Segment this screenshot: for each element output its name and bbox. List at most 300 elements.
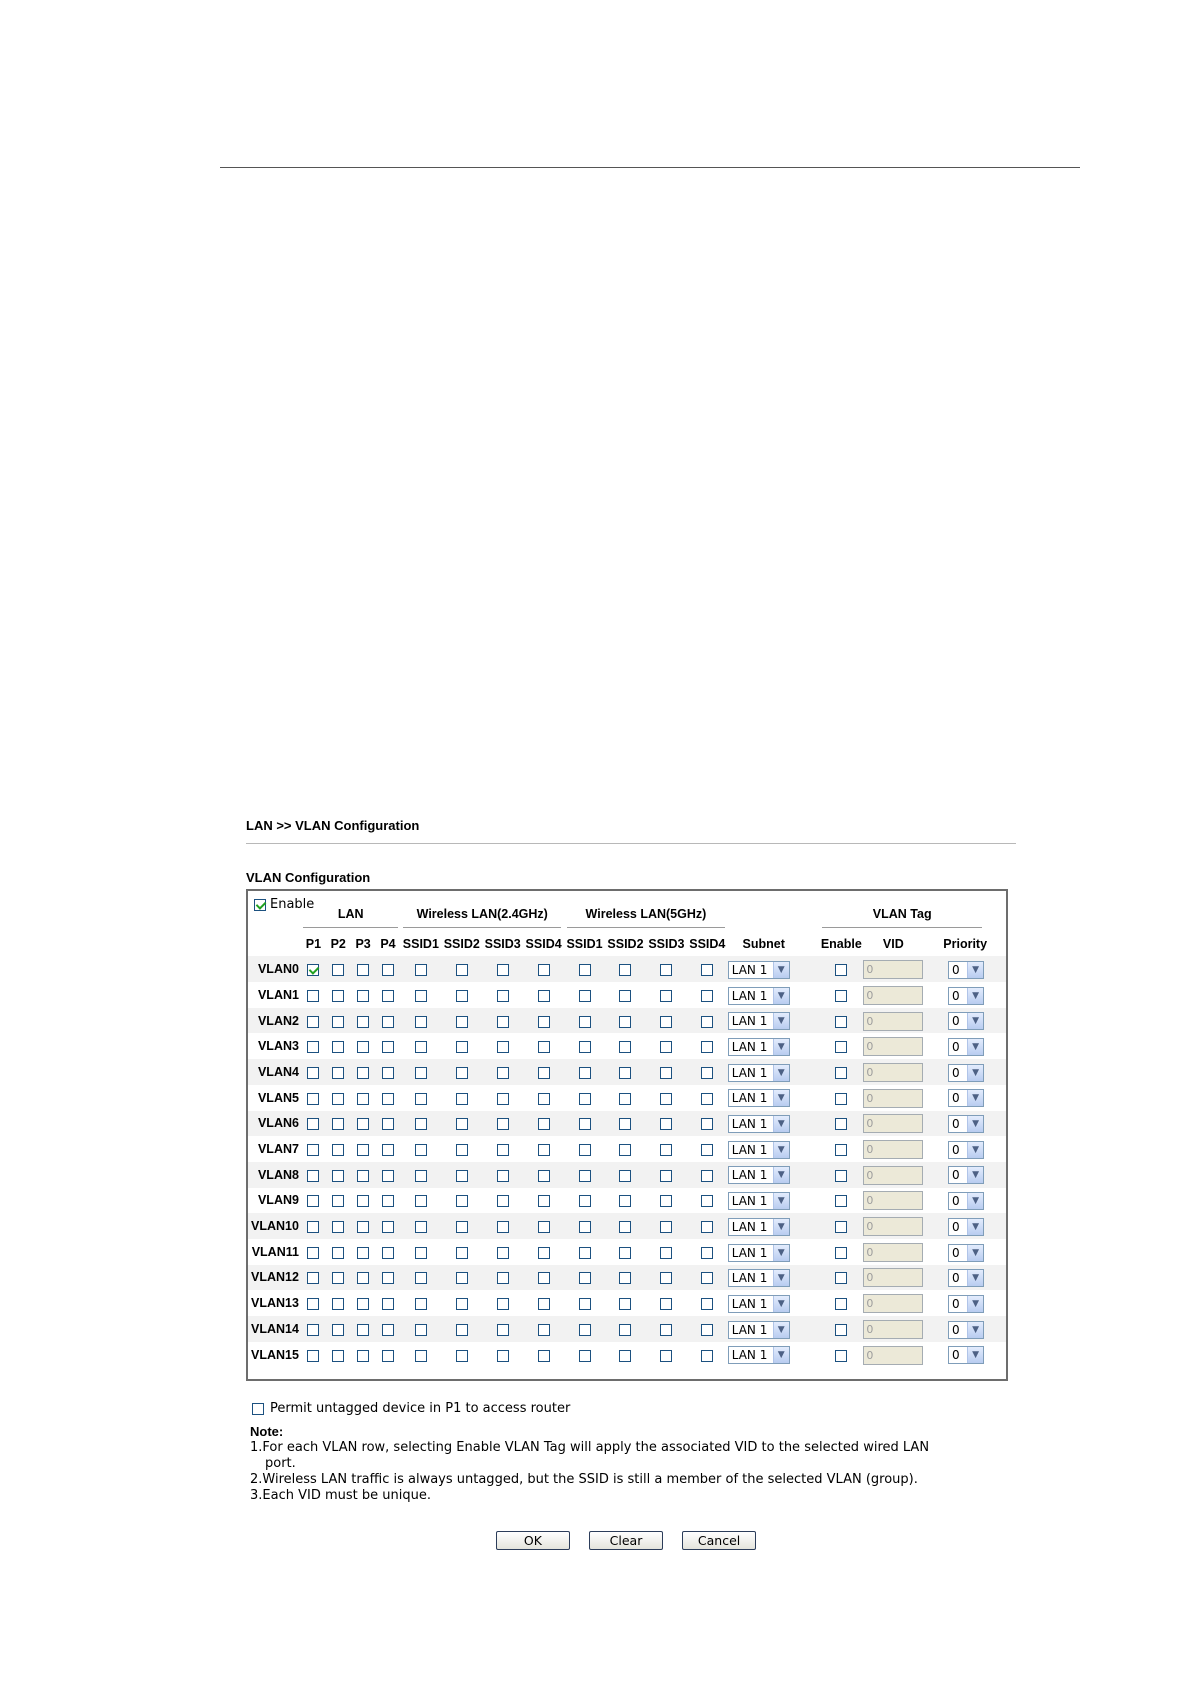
member-cell xyxy=(400,1239,441,1265)
chevron-down-icon: ▼ xyxy=(967,1142,983,1158)
subnet-select[interactable] xyxy=(728,1269,790,1287)
member-cell xyxy=(482,1136,523,1162)
vid-cell xyxy=(862,1342,924,1368)
member-checkbox[interactable] xyxy=(538,1324,550,1336)
member-checkbox[interactable] xyxy=(415,1144,427,1156)
vid-input[interactable]: 0 xyxy=(863,1320,923,1339)
priority-select[interactable] xyxy=(948,1089,984,1107)
chevron-down-icon: ▼ xyxy=(967,1296,983,1312)
member-checkbox[interactable] xyxy=(660,1016,672,1028)
vid-input[interactable]: 0 xyxy=(863,1063,923,1082)
member-checkbox[interactable] xyxy=(701,1324,713,1336)
member-checkbox[interactable] xyxy=(307,1298,319,1310)
member-checkbox[interactable] xyxy=(357,1067,369,1079)
member-checkbox[interactable] xyxy=(619,1041,631,1053)
member-checkbox[interactable] xyxy=(497,1144,509,1156)
member-checkbox[interactable] xyxy=(456,1067,468,1079)
member-checkbox[interactable] xyxy=(307,1016,319,1028)
member-checkbox[interactable] xyxy=(415,1247,427,1259)
cancel-button[interactable]: Cancel xyxy=(682,1531,756,1550)
vid-cell xyxy=(862,1033,924,1059)
member-checkbox[interactable] xyxy=(357,1016,369,1028)
member-checkbox[interactable] xyxy=(660,1324,672,1336)
member-cell xyxy=(687,956,728,982)
member-checkbox[interactable] xyxy=(701,1093,713,1105)
member-checkbox[interactable] xyxy=(579,1067,591,1079)
tag-enable-checkbox[interactable] xyxy=(835,1247,847,1259)
member-checkbox[interactable] xyxy=(660,964,672,976)
member-checkbox[interactable] xyxy=(415,964,427,976)
member-checkbox[interactable] xyxy=(619,990,631,1002)
member-checkbox[interactable] xyxy=(332,964,344,976)
member-checkbox[interactable] xyxy=(660,1170,672,1182)
member-checkbox[interactable] xyxy=(415,1016,427,1028)
member-checkbox[interactable] xyxy=(382,1144,394,1156)
priority-select[interactable] xyxy=(948,1218,984,1236)
member-checkbox[interactable] xyxy=(382,1016,394,1028)
subnet-select[interactable] xyxy=(728,1089,790,1107)
member-checkbox[interactable] xyxy=(579,990,591,1002)
member-checkbox[interactable] xyxy=(382,1170,394,1182)
member-checkbox[interactable] xyxy=(701,1247,713,1259)
vid-input[interactable]: 0 xyxy=(863,1089,923,1108)
member-checkbox[interactable] xyxy=(619,1067,631,1079)
member-checkbox[interactable] xyxy=(307,1272,319,1284)
tag-enable-checkbox[interactable] xyxy=(835,1144,847,1156)
member-checkbox[interactable] xyxy=(456,1350,468,1362)
member-checkbox[interactable] xyxy=(415,1093,427,1105)
member-checkbox[interactable] xyxy=(619,1298,631,1310)
member-checkbox[interactable] xyxy=(307,1324,319,1336)
member-checkbox[interactable] xyxy=(415,1350,427,1362)
member-cell xyxy=(301,1136,326,1162)
member-checkbox[interactable] xyxy=(660,1221,672,1233)
member-checkbox[interactable] xyxy=(701,1144,713,1156)
vid-input[interactable]: 0 xyxy=(863,1217,923,1236)
member-checkbox[interactable] xyxy=(382,1350,394,1362)
subnet-select[interactable] xyxy=(728,1192,790,1210)
member-checkbox[interactable] xyxy=(660,1272,672,1284)
member-cell xyxy=(441,1290,482,1316)
member-checkbox[interactable] xyxy=(456,1298,468,1310)
tag-enable-checkbox[interactable] xyxy=(835,1170,847,1182)
group-wlan5 xyxy=(564,905,728,931)
member-checkbox[interactable] xyxy=(456,1272,468,1284)
vid-input[interactable]: 0 xyxy=(863,1268,923,1287)
member-cell xyxy=(646,1162,687,1188)
tag-enable-checkbox[interactable] xyxy=(835,964,847,976)
member-checkbox[interactable] xyxy=(456,1118,468,1130)
priority-select[interactable] xyxy=(948,987,984,1005)
member-checkbox[interactable] xyxy=(357,1350,369,1362)
member-checkbox[interactable] xyxy=(456,1324,468,1336)
member-checkbox[interactable] xyxy=(357,1221,369,1233)
tag-enable-checkbox[interactable] xyxy=(835,1067,847,1079)
member-checkbox[interactable] xyxy=(579,1272,591,1284)
member-checkbox[interactable] xyxy=(332,990,344,1002)
member-checkbox[interactable] xyxy=(701,1118,713,1130)
priority-select[interactable] xyxy=(948,1269,984,1287)
member-checkbox[interactable] xyxy=(701,990,713,1002)
priority-select[interactable] xyxy=(948,1321,984,1339)
member-checkbox[interactable] xyxy=(660,1093,672,1105)
priority-select[interactable] xyxy=(948,1166,984,1184)
member-checkbox[interactable] xyxy=(660,1041,672,1053)
tag-enable-checkbox[interactable] xyxy=(835,1350,847,1362)
member-checkbox[interactable] xyxy=(357,1272,369,1284)
member-checkbox[interactable] xyxy=(307,990,319,1002)
member-checkbox[interactable] xyxy=(619,1247,631,1259)
vid-input[interactable]: 0 xyxy=(863,1166,923,1185)
member-cell xyxy=(351,1265,376,1291)
member-checkbox[interactable] xyxy=(579,1170,591,1182)
member-checkbox[interactable] xyxy=(415,1272,427,1284)
vid-input[interactable]: 0 xyxy=(863,1346,923,1365)
member-checkbox[interactable] xyxy=(415,1324,427,1336)
member-checkbox[interactable] xyxy=(456,1170,468,1182)
subnet-select[interactable] xyxy=(728,987,790,1005)
member-checkbox[interactable] xyxy=(332,1350,344,1362)
member-checkbox[interactable] xyxy=(497,1067,509,1079)
vid-input[interactable]: 0 xyxy=(863,986,923,1005)
member-checkbox[interactable] xyxy=(357,990,369,1002)
member-checkbox[interactable] xyxy=(357,1144,369,1156)
member-checkbox[interactable] xyxy=(332,1170,344,1182)
priority-select[interactable] xyxy=(948,1012,984,1030)
member-checkbox[interactable] xyxy=(415,1067,427,1079)
member-checkbox[interactable] xyxy=(497,1221,509,1233)
member-checkbox[interactable] xyxy=(538,990,550,1002)
member-checkbox[interactable] xyxy=(579,1350,591,1362)
tag-enable-checkbox[interactable] xyxy=(835,1093,847,1105)
member-checkbox[interactable] xyxy=(538,1067,550,1079)
priority-select[interactable] xyxy=(948,1115,984,1133)
member-checkbox[interactable] xyxy=(332,1041,344,1053)
member-checkbox[interactable] xyxy=(701,1016,713,1028)
member-checkbox[interactable] xyxy=(332,1298,344,1310)
vid-input[interactable]: 0 xyxy=(863,1294,923,1313)
vid-input[interactable]: 0 xyxy=(863,1037,923,1056)
subnet-select[interactable] xyxy=(728,1218,790,1236)
ok-button[interactable]: OK xyxy=(496,1531,570,1550)
member-checkbox[interactable] xyxy=(579,1298,591,1310)
member-cell xyxy=(326,1059,351,1085)
member-checkbox[interactable] xyxy=(538,1093,550,1105)
member-cell xyxy=(376,1239,401,1265)
priority-select[interactable] xyxy=(948,1141,984,1159)
member-checkbox[interactable] xyxy=(497,964,509,976)
member-checkbox[interactable] xyxy=(382,1093,394,1105)
member-checkbox[interactable] xyxy=(538,1247,550,1259)
member-checkbox[interactable] xyxy=(619,1170,631,1182)
member-checkbox[interactable] xyxy=(382,1298,394,1310)
tag-enable-checkbox[interactable] xyxy=(835,1272,847,1284)
tag-enable-checkbox[interactable] xyxy=(835,1016,847,1028)
member-checkbox[interactable] xyxy=(357,1324,369,1336)
tag-enable-cell xyxy=(820,1085,862,1111)
member-cell xyxy=(400,1316,441,1342)
member-checkbox[interactable] xyxy=(538,1041,550,1053)
member-checkbox[interactable] xyxy=(382,1195,394,1207)
member-checkbox[interactable] xyxy=(382,1272,394,1284)
member-checkbox[interactable] xyxy=(701,1272,713,1284)
member-cell xyxy=(564,982,605,1008)
member-checkbox[interactable] xyxy=(701,1170,713,1182)
member-checkbox[interactable] xyxy=(538,1170,550,1182)
member-checkbox[interactable] xyxy=(497,1272,509,1284)
member-checkbox[interactable] xyxy=(357,1118,369,1130)
priority-select[interactable] xyxy=(948,961,984,979)
member-checkbox[interactable] xyxy=(382,1324,394,1336)
member-checkbox[interactable] xyxy=(332,1221,344,1233)
member-checkbox[interactable] xyxy=(456,1247,468,1259)
member-cell xyxy=(441,1213,482,1239)
member-cell xyxy=(441,1239,482,1265)
priority-select[interactable] xyxy=(948,1038,984,1056)
member-checkbox[interactable] xyxy=(382,1118,394,1130)
member-checkbox[interactable] xyxy=(332,1324,344,1336)
member-checkbox[interactable] xyxy=(619,1016,631,1028)
member-checkbox[interactable] xyxy=(701,1350,713,1362)
member-checkbox[interactable] xyxy=(307,1067,319,1079)
vid-input[interactable]: 0 xyxy=(863,1012,923,1031)
member-checkbox[interactable] xyxy=(579,1221,591,1233)
member-checkbox[interactable] xyxy=(619,1144,631,1156)
member-checkbox[interactable] xyxy=(456,1195,468,1207)
member-checkbox[interactable] xyxy=(415,1118,427,1130)
member-checkbox[interactable] xyxy=(579,1195,591,1207)
member-checkbox[interactable] xyxy=(579,1093,591,1105)
tag-enable-checkbox[interactable] xyxy=(835,990,847,1002)
member-cell xyxy=(482,1239,523,1265)
subnet-select[interactable] xyxy=(728,1064,790,1082)
vid-cell xyxy=(862,982,924,1008)
subnet-select[interactable] xyxy=(728,1244,790,1262)
member-checkbox[interactable] xyxy=(497,1298,509,1310)
clear-button[interactable]: Clear xyxy=(589,1531,663,1550)
member-checkbox[interactable] xyxy=(456,964,468,976)
vid-input[interactable]: 0 xyxy=(863,1114,923,1133)
member-checkbox[interactable] xyxy=(497,1324,509,1336)
member-checkbox[interactable] xyxy=(579,1016,591,1028)
member-cell xyxy=(376,1316,401,1342)
member-checkbox[interactable] xyxy=(456,1093,468,1105)
member-checkbox[interactable] xyxy=(415,990,427,1002)
member-checkbox[interactable] xyxy=(357,1170,369,1182)
member-checkbox[interactable] xyxy=(415,1041,427,1053)
member-checkbox[interactable] xyxy=(701,1067,713,1079)
member-checkbox[interactable] xyxy=(307,1195,319,1207)
vid-cell xyxy=(862,956,924,982)
vid-input[interactable]: 0 xyxy=(863,960,923,979)
member-checkbox[interactable] xyxy=(701,1195,713,1207)
priority-cell xyxy=(924,1111,984,1137)
member-checkbox[interactable] xyxy=(497,1350,509,1362)
tag-enable-checkbox[interactable] xyxy=(835,1118,847,1130)
member-checkbox[interactable] xyxy=(538,1195,550,1207)
member-checkbox[interactable] xyxy=(619,1324,631,1336)
member-checkbox[interactable] xyxy=(701,1298,713,1310)
member-checkbox[interactable] xyxy=(456,1041,468,1053)
member-checkbox[interactable] xyxy=(456,1144,468,1156)
tag-enable-checkbox[interactable] xyxy=(835,1324,847,1336)
member-checkbox[interactable] xyxy=(307,964,319,976)
member-checkbox[interactable] xyxy=(497,1041,509,1053)
member-checkbox[interactable] xyxy=(332,1118,344,1130)
member-checkbox[interactable] xyxy=(415,1221,427,1233)
member-checkbox[interactable] xyxy=(497,1016,509,1028)
member-checkbox[interactable] xyxy=(619,964,631,976)
member-checkbox[interactable] xyxy=(660,1195,672,1207)
member-checkbox[interactable] xyxy=(660,1298,672,1310)
member-checkbox[interactable] xyxy=(382,1067,394,1079)
member-checkbox[interactable] xyxy=(538,1221,550,1233)
member-checkbox[interactable] xyxy=(332,1195,344,1207)
member-checkbox[interactable] xyxy=(619,1350,631,1362)
member-checkbox[interactable] xyxy=(701,964,713,976)
subnet-select[interactable] xyxy=(728,1166,790,1184)
member-checkbox[interactable] xyxy=(538,1016,550,1028)
member-checkbox[interactable] xyxy=(307,1221,319,1233)
tag-enable-checkbox[interactable] xyxy=(835,1298,847,1310)
member-checkbox[interactable] xyxy=(660,990,672,1002)
subnet-select[interactable] xyxy=(728,1012,790,1030)
end-cell xyxy=(984,1213,1006,1239)
member-checkbox[interactable] xyxy=(579,1247,591,1259)
member-checkbox[interactable] xyxy=(619,1118,631,1130)
subnet-cell xyxy=(728,1265,800,1291)
priority-cell xyxy=(924,1162,984,1188)
member-checkbox[interactable] xyxy=(579,1118,591,1130)
member-cell xyxy=(605,1342,646,1368)
member-checkbox[interactable] xyxy=(619,1221,631,1233)
member-checkbox[interactable] xyxy=(497,1118,509,1130)
member-checkbox[interactable] xyxy=(357,1041,369,1053)
member-checkbox[interactable] xyxy=(415,1195,427,1207)
member-checkbox[interactable] xyxy=(660,1350,672,1362)
member-checkbox[interactable] xyxy=(307,1247,319,1259)
chevron-down-icon: ▼ xyxy=(773,1116,789,1132)
member-checkbox[interactable] xyxy=(382,990,394,1002)
member-checkbox[interactable] xyxy=(497,990,509,1002)
subnet-select[interactable] xyxy=(728,1038,790,1056)
member-checkbox[interactable] xyxy=(660,1247,672,1259)
member-checkbox[interactable] xyxy=(415,1170,427,1182)
member-checkbox[interactable] xyxy=(307,1118,319,1130)
member-checkbox[interactable] xyxy=(456,990,468,1002)
member-checkbox[interactable] xyxy=(382,1041,394,1053)
member-checkbox[interactable] xyxy=(497,1195,509,1207)
member-checkbox[interactable] xyxy=(538,1118,550,1130)
priority-select[interactable] xyxy=(948,1346,984,1364)
member-checkbox[interactable] xyxy=(579,1041,591,1053)
priority-select[interactable] xyxy=(948,1064,984,1082)
subnet-select[interactable] xyxy=(728,1321,790,1339)
member-checkbox[interactable] xyxy=(332,1016,344,1028)
member-checkbox[interactable] xyxy=(701,1221,713,1233)
member-checkbox[interactable] xyxy=(357,1093,369,1105)
member-checkbox[interactable] xyxy=(357,1298,369,1310)
member-checkbox[interactable] xyxy=(619,1093,631,1105)
member-checkbox[interactable] xyxy=(619,1195,631,1207)
member-checkbox[interactable] xyxy=(660,1144,672,1156)
subnet-select[interactable] xyxy=(728,961,790,979)
member-checkbox[interactable] xyxy=(357,1195,369,1207)
table-row xyxy=(248,1033,1006,1059)
vid-cell xyxy=(862,1265,924,1291)
member-checkbox[interactable] xyxy=(660,1118,672,1130)
priority-value: 0 xyxy=(952,1014,960,1029)
member-checkbox[interactable] xyxy=(538,1350,550,1362)
member-checkbox[interactable] xyxy=(538,964,550,976)
subnet-select[interactable] xyxy=(728,1115,790,1133)
priority-cell xyxy=(924,1316,984,1342)
member-checkbox[interactable] xyxy=(456,1221,468,1233)
member-checkbox[interactable] xyxy=(579,1324,591,1336)
member-checkbox[interactable] xyxy=(332,1272,344,1284)
subnet-select[interactable] xyxy=(728,1141,790,1159)
priority-select[interactable] xyxy=(948,1192,984,1210)
member-checkbox[interactable] xyxy=(579,964,591,976)
member-checkbox[interactable] xyxy=(660,1067,672,1079)
priority-select[interactable] xyxy=(948,1295,984,1313)
member-checkbox[interactable] xyxy=(357,1247,369,1259)
member-cell xyxy=(441,1162,482,1188)
member-checkbox[interactable] xyxy=(497,1093,509,1105)
member-checkbox[interactable] xyxy=(382,964,394,976)
member-cell xyxy=(687,1239,728,1265)
member-checkbox[interactable] xyxy=(619,1272,631,1284)
member-checkbox[interactable] xyxy=(332,1093,344,1105)
member-checkbox[interactable] xyxy=(307,1093,319,1105)
member-checkbox[interactable] xyxy=(307,1350,319,1362)
member-checkbox[interactable] xyxy=(307,1144,319,1156)
permit-checkbox[interactable] xyxy=(252,1403,264,1415)
member-checkbox[interactable] xyxy=(497,1170,509,1182)
member-checkbox[interactable] xyxy=(357,964,369,976)
permit-row xyxy=(252,1401,1016,1416)
member-checkbox[interactable] xyxy=(415,1298,427,1310)
member-cell xyxy=(482,982,523,1008)
member-checkbox[interactable] xyxy=(579,1144,591,1156)
member-checkbox[interactable] xyxy=(332,1067,344,1079)
tag-enable-checkbox[interactable] xyxy=(835,1221,847,1233)
subnet-select[interactable] xyxy=(728,1346,790,1364)
member-cell xyxy=(301,1085,326,1111)
member-checkbox[interactable] xyxy=(382,1247,394,1259)
member-checkbox[interactable] xyxy=(332,1247,344,1259)
member-checkbox[interactable] xyxy=(538,1298,550,1310)
member-checkbox[interactable] xyxy=(497,1247,509,1259)
subnet-select[interactable] xyxy=(728,1295,790,1313)
member-checkbox[interactable] xyxy=(332,1144,344,1156)
vid-input[interactable]: 0 xyxy=(863,1140,923,1159)
tag-enable-checkbox[interactable] xyxy=(835,1041,847,1053)
member-checkbox[interactable] xyxy=(538,1272,550,1284)
member-checkbox[interactable] xyxy=(701,1041,713,1053)
member-checkbox[interactable] xyxy=(538,1144,550,1156)
member-checkbox[interactable] xyxy=(307,1170,319,1182)
member-checkbox[interactable] xyxy=(456,1016,468,1028)
priority-select[interactable] xyxy=(948,1244,984,1262)
vid-input[interactable]: 0 xyxy=(863,1191,923,1210)
member-checkbox[interactable] xyxy=(382,1221,394,1233)
member-cell xyxy=(376,1033,401,1059)
vid-input[interactable]: 0 xyxy=(863,1243,923,1262)
member-checkbox[interactable] xyxy=(307,1041,319,1053)
tag-enable-checkbox[interactable] xyxy=(835,1195,847,1207)
subnet-value: LAN 1 xyxy=(731,1322,768,1337)
